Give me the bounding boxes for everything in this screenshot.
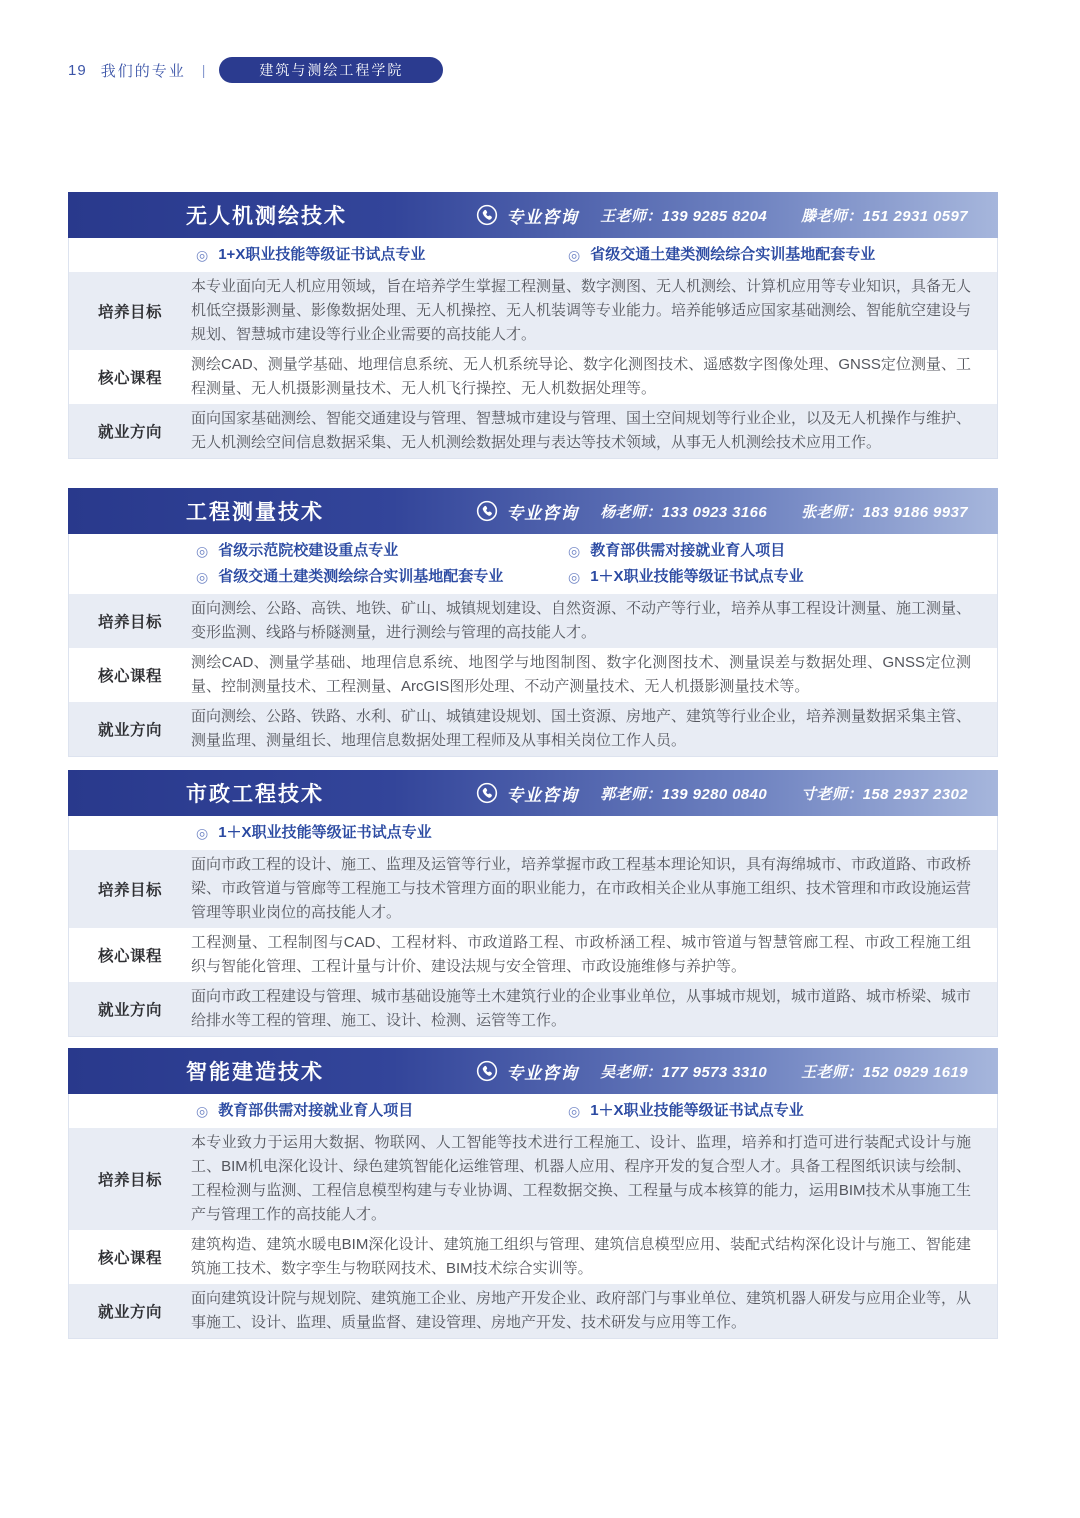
badge-label: 1＋X职业技能等级证书试点专业 xyxy=(590,568,804,585)
header-divider: | xyxy=(201,62,206,78)
bullseye-icon: ◎ xyxy=(568,247,581,263)
info-row-careers xyxy=(69,702,997,756)
row-label: 核心课程 xyxy=(97,1250,162,1267)
contact-teacher-1: 王老师：139 9285 8204 xyxy=(600,207,768,225)
row-text: 面向国家基础测绘、智能交通建设与管理、智慧城市建设与管理、国土空间规划等行业企业，以及无人机操作与维护、无人机测绘空间信息数据采集、无人机测绘数据处理与表达等技术领域，从事无人机测绘技术应用工作。 xyxy=(191,410,972,451)
consult-group xyxy=(476,781,968,806)
page-header xyxy=(68,57,443,83)
row-text: 面向市政工程的设计、施工、监理及运管等行业，培养掌握市政工程基本理论知识，具有海绵城市、市政道路、市政桥梁、市政管道与管廊等工程施工与技术管理方面的职业能力，在市政相关企业从事施工组织、技术管理和市政设施运营管理等职业岗位的高技能人才。 xyxy=(191,856,972,921)
major-title: 无人机测绘技术 xyxy=(186,205,347,228)
bullseye-icon: ◎ xyxy=(568,569,581,585)
consult-label: 专业咨询 xyxy=(506,785,579,805)
major-title: 智能建造技术 xyxy=(186,1061,324,1084)
row-label: 就业方向 xyxy=(97,1002,162,1019)
contact-teacher-1: 郭老师：139 9280 0840 xyxy=(600,785,768,803)
contact-teacher-1: 杨老师：133 0923 3166 xyxy=(600,503,768,521)
badge-item xyxy=(196,1099,568,1123)
college-badge: 建筑与测绘工程学院 xyxy=(219,57,443,83)
major-card-body xyxy=(68,816,998,1037)
row-text: 面向建筑设计院与规划院、建筑施工企业、房地产开发企业、政府部门与事业单位、建筑机器人研发与应用企业等，从事施工、设计、监理、质量监督、建设管理、房地产开发、技术研发与应用等工作。 xyxy=(191,1290,972,1331)
phone-icon xyxy=(476,1060,498,1082)
badge-label: 1＋X职业技能等级证书试点专业 xyxy=(590,1102,804,1119)
info-row-courses xyxy=(69,648,997,702)
row-text: 测绘CAD、测量学基础、地理信息系统、地图学与地图制图、数字化测图技术、测量误差与数据处理、GNSS定位测量、控制测量技术、工程测量、ArcGIS图形处理、不动产测量技术、无人机摄影测量技术等。 xyxy=(191,654,971,695)
bullseye-icon: ◎ xyxy=(196,825,209,841)
info-row-training xyxy=(69,594,997,648)
bullseye-icon: ◎ xyxy=(196,1103,209,1119)
major-card-intelligent-construction xyxy=(68,1048,998,1339)
consult-label: 专业咨询 xyxy=(506,207,579,227)
phone-icon xyxy=(476,782,498,804)
contact-teacher-2: 王老师：152 0929 1619 xyxy=(801,1063,968,1081)
bullseye-icon: ◎ xyxy=(196,543,209,559)
badge-list xyxy=(69,1094,997,1128)
info-row-careers xyxy=(69,404,997,458)
row-text: 建筑构造、建筑水暖电BIM深化设计、建筑施工组织与管理、建筑信息模型应用、装配式结构深化设计与施工、智能建筑施工技术、数字孪生与物联网技术、BIM技术综合实训等。 xyxy=(191,1236,971,1277)
page-number: 19 xyxy=(68,61,87,79)
bullseye-icon: ◎ xyxy=(568,543,581,559)
badge-label: 省级交通土建类测绘综合实训基地配套专业 xyxy=(218,568,504,585)
consult-label: 专业咨询 xyxy=(506,1063,579,1083)
info-row-courses xyxy=(69,1230,997,1284)
row-text: 测绘CAD、测量学基础、地理信息系统、无人机系统导论、数字化测图技术、遥感数字图像处理、GNSS定位测量、工程测量、无人机摄影测量技术、无人机飞行操控、无人机数据处理等。 xyxy=(191,356,971,397)
row-text: 工程测量、工程制图与CAD、工程材料、市政道路工程、市政桥涵工程、城市管道与智慧管廊工程、市政工程施工组织与智能化管理、工程计量与计价、建设法规与安全管理、市政设施维修与养护等。 xyxy=(191,934,971,975)
badge-item xyxy=(568,565,977,589)
info-row-training xyxy=(69,850,997,928)
major-card-body xyxy=(68,534,998,757)
consult-label: 专业咨询 xyxy=(506,503,579,523)
row-label: 核心课程 xyxy=(97,370,162,387)
consult-group xyxy=(476,499,968,524)
contact-teacher-2: 滕老师：151 2931 0597 xyxy=(801,207,968,225)
info-row-careers xyxy=(69,1284,997,1338)
row-label: 培养目标 xyxy=(97,1172,162,1189)
info-row-courses xyxy=(69,350,997,404)
major-card-body xyxy=(68,1094,998,1339)
info-row-training xyxy=(69,272,997,350)
row-text: 本专业致力于运用大数据、物联网、人工智能等技术进行工程施工、设计、监理，培养和打造可进行装配式设计与施工、BIM机电深化设计、绿色建筑智能化运维管理、机器人应用、程序开发的复合型人才。具备工程图纸识读与绘制、工程检测与监测、工程信息模型构建与专业协调、工程数据交换、工程量与成本核算的能力，运用BIM技术从事施工生产与管理工作的高技能人才。 xyxy=(191,1134,971,1223)
major-card-municipal xyxy=(68,770,998,1037)
row-label: 培养目标 xyxy=(97,882,162,899)
consult-group xyxy=(476,1059,968,1084)
info-row-training xyxy=(69,1128,997,1230)
row-label: 就业方向 xyxy=(97,722,162,739)
row-label: 核心课程 xyxy=(97,948,162,965)
badge-list xyxy=(69,238,997,272)
badge-label: 1+X职业技能等级证书试点专业 xyxy=(218,246,426,263)
row-label: 核心课程 xyxy=(97,668,162,685)
badge-label: 教育部供需对接就业育人项目 xyxy=(590,542,786,559)
row-text: 本专业面向无人机应用领域，旨在培养学生掌握工程测量、数字测图、无人机测绘、计算机应用等专业知识，具备无人机低空摄影测量、影像数据处理、无人机操控、无人机装调等专业能力。培养能够适应国家基础测绘、智能航空建设与规划、智慧城市建设等行业企业需要的高技能人才。 xyxy=(191,278,972,343)
row-label: 培养目标 xyxy=(97,304,162,321)
contact-teacher-2: 张老师：183 9186 9937 xyxy=(801,503,968,521)
major-card-engineering-survey xyxy=(68,488,998,757)
row-text: 面向市政工程建设与管理、城市基础设施等土木建筑行业的企业事业单位，从事城市规划，城市道路、城市桥梁、城市给排水等工程的管理、施工、设计、检测、运管等工作。 xyxy=(191,988,972,1029)
contact-teacher-2: 寸老师：158 2937 2302 xyxy=(801,785,968,803)
badge-item xyxy=(568,243,977,267)
badge-item xyxy=(568,539,977,563)
badge-item xyxy=(196,821,568,845)
badge-label: 省级交通土建类测绘综合实训基地配套专业 xyxy=(590,246,876,263)
badge-item xyxy=(196,565,568,589)
phone-icon xyxy=(476,500,498,522)
major-card-header xyxy=(68,1048,998,1094)
badge-list xyxy=(69,816,997,850)
major-card-header xyxy=(68,770,998,816)
major-title: 市政工程技术 xyxy=(186,783,324,806)
major-card-body xyxy=(68,238,998,459)
major-title: 工程测量技术 xyxy=(186,501,324,524)
bullseye-icon: ◎ xyxy=(196,569,209,585)
badge-list xyxy=(69,534,997,594)
major-card-header xyxy=(68,488,998,534)
contact-teacher-1: 吴老师：177 9573 3310 xyxy=(600,1063,768,1081)
bullseye-icon: ◎ xyxy=(196,247,209,263)
phone-icon xyxy=(476,204,498,226)
info-row-careers xyxy=(69,982,997,1036)
badge-label: 教育部供需对接就业育人项目 xyxy=(218,1102,414,1119)
row-label: 培养目标 xyxy=(97,614,162,631)
badge-label: 省级示范院校建设重点专业 xyxy=(218,542,399,559)
row-text: 面向测绘、公路、高铁、地铁、矿山、城镇规划建设、自然资源、不动产等行业，培养从事工程设计测量、施工测量、变形监测、线路与桥隧测量，进行测绘与管理的高技能人才。 xyxy=(191,600,972,641)
major-card-uav xyxy=(68,192,998,459)
row-text: 面向测绘、公路、铁路、水利、矿山、城镇建设规划、国土资源、房地产、建筑等行业企业，培养测量数据采集主管、测量监理、测量组长、地理信息数据处理工程师及从事相关岗位工作人员。 xyxy=(191,708,972,749)
consult-group xyxy=(476,203,968,228)
badge-label: 1＋X职业技能等级证书试点专业 xyxy=(218,824,432,841)
row-label: 就业方向 xyxy=(97,424,162,441)
badge-item xyxy=(568,1099,977,1123)
page-section-label: 我们的专业 xyxy=(100,62,186,80)
badge-item xyxy=(196,539,568,563)
info-row-courses xyxy=(69,928,997,982)
badge-item xyxy=(196,243,568,267)
bullseye-icon: ◎ xyxy=(568,1103,581,1119)
row-label: 就业方向 xyxy=(97,1304,162,1321)
major-card-header xyxy=(68,192,998,238)
